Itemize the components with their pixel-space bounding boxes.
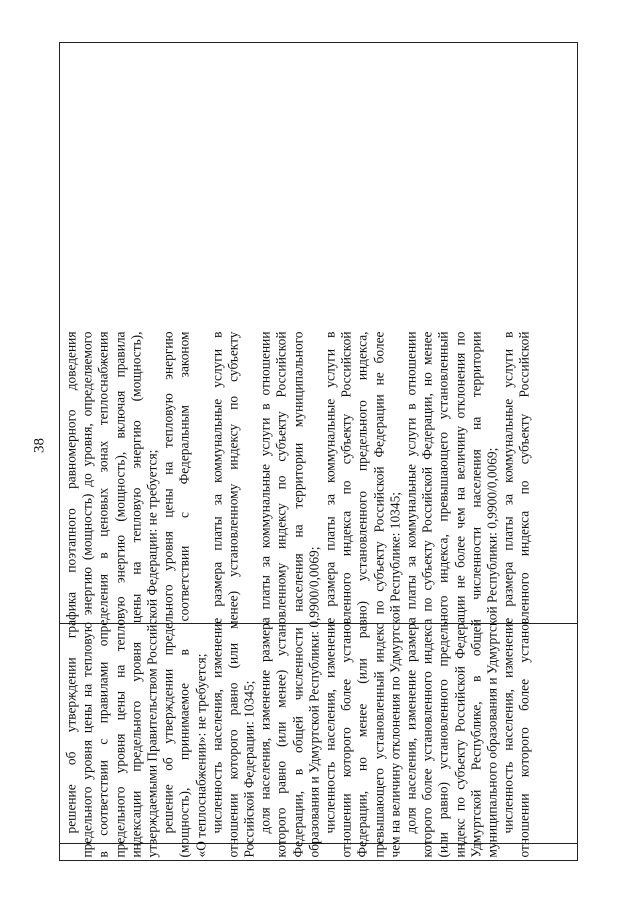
table-frame: [59, 42, 578, 861]
text-line: (мощность), принимаемое в соответствии с Федеральным законом: [176, 331, 192, 857]
text-line: численность населения, изменение размера платы за коммунальные услуги в: [500, 331, 516, 833]
text-line: решение об утверждении предельного уровня цены на тепловую энергию: [160, 331, 176, 833]
text-line: чем на величину отклонения по Удмуртской Республике: 10345;: [386, 491, 402, 857]
text-line: доля населения, изменение размера платы за коммунальные услуги в отношении: [257, 331, 273, 833]
text-line: численность населения, изменение размера платы за коммунальные услуги в: [322, 331, 337, 833]
text-line: отношении которого равно (или менее) установленному индексу по субъекту: [224, 331, 240, 857]
text-line: в соответствии с правилами определения в ценовых зонах теплоснабжения: [95, 331, 111, 857]
text-line: индекс по субъекту Российской Федерации не более чем на величину отклонения по: [451, 331, 467, 857]
text-line: Удмуртской Республике, в общей численности населения на территории: [467, 331, 483, 857]
text-line: индексации предельного уровня цены на тепловую энергию (мощность),: [127, 331, 143, 857]
text-line: отношении которого более установленного индекса по субъекту Российской: [338, 331, 354, 857]
text-line: которого более установленного индекса по субъекту Российской Федерации, но менее: [419, 331, 435, 857]
text-line: решение об утверждении графика поэтапного равномерного доведения: [63, 331, 78, 833]
text-line: муниципального образования и Удмуртской Республики: 0,9900/0,0069;: [483, 447, 499, 857]
text-line: (или равно) установленного предельного индекса, превышающего установленный: [435, 331, 451, 857]
text-line: «О теплоснабжении»: не требуется;: [192, 653, 208, 857]
text-line: предельного уровня цены на тепловую энергию (мощность), включая правила: [111, 331, 127, 857]
text-line: доля населения, изменение размера платы за коммунальные услуги в отношении: [402, 331, 418, 833]
text-line: образования и Удмуртской Республики: 0,9900/0,0069;: [305, 546, 321, 857]
text-line: Федерации, но менее (или равно) установленного предельного индекса,: [354, 331, 370, 857]
page-number: 38: [31, 438, 48, 453]
text-line: отношении которого более установленного индекса по субъекту Российской: [516, 331, 532, 857]
table-text-cell: [60, 323, 579, 863]
text-line: предельного уровня цены на тепловую энергию (мощность) до уровня, определяемого: [79, 331, 95, 857]
text-line: численность населения, изменение размера платы за коммунальные услуги в: [208, 331, 224, 833]
text-line: превышающего установленный индекс по субъекту Российской Федерации не более: [370, 331, 386, 857]
text-line: Российской Федерации: 10345;: [241, 680, 257, 857]
text-line: которого равно (или менее) установленному индексу по субъекту Российской: [273, 331, 289, 857]
rotated-page-content: [60, 43, 579, 863]
text-line: Федерации, в общей численности населения на территории муниципального: [289, 331, 305, 857]
text-line: утверждаемыми Правительством Российской Федерации: не требуется;: [143, 449, 159, 857]
